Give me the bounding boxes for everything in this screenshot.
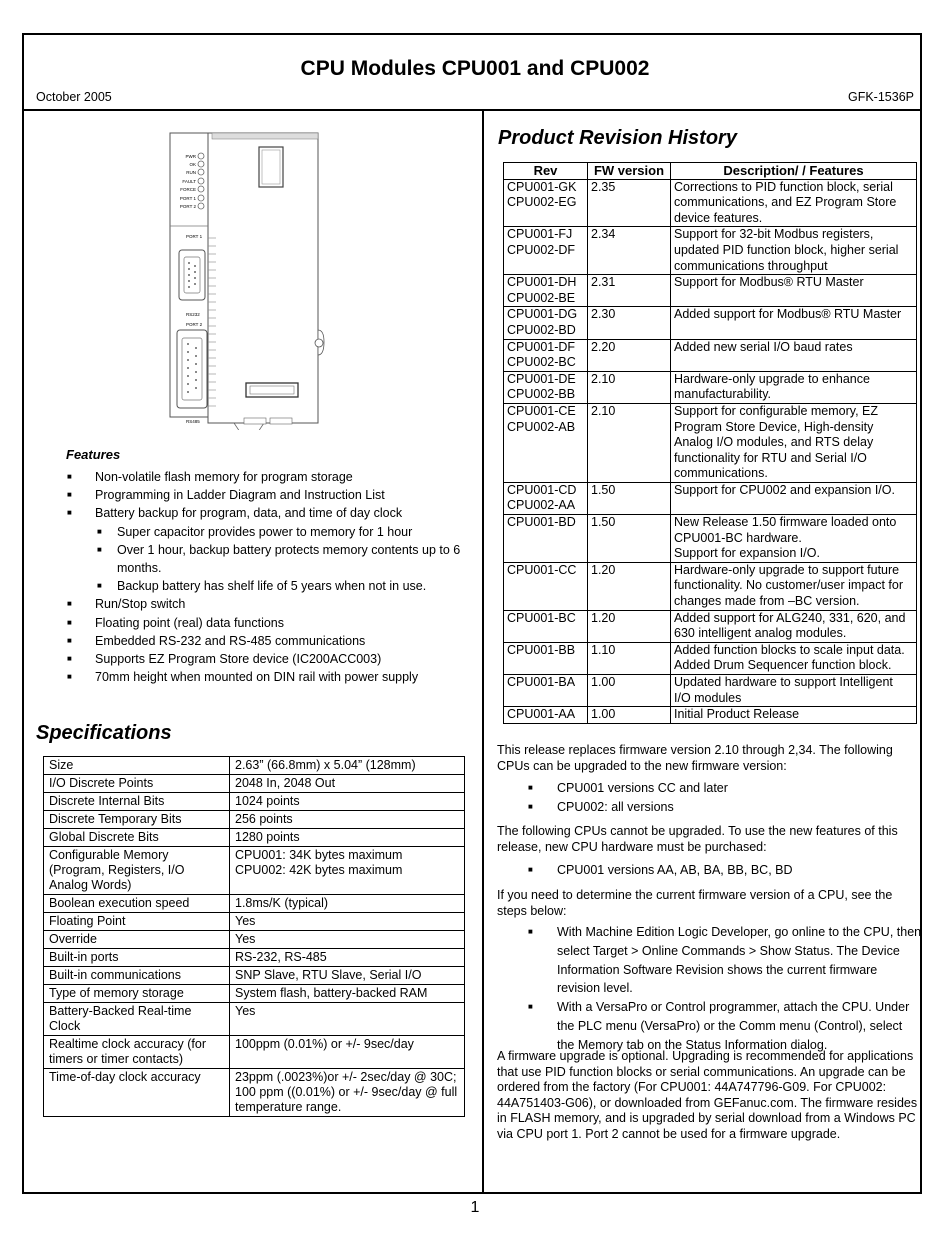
spec-value-cell: 256 points	[230, 811, 465, 829]
led-label: PORT 1	[179, 196, 196, 201]
led-label: PWR	[185, 154, 196, 159]
fw-version-cell: 2.30	[588, 307, 671, 339]
rev-cell: CPU001-AA	[504, 707, 588, 724]
table-row	[44, 949, 465, 967]
table-row	[504, 610, 917, 642]
spec-value-cell: 1024 points	[230, 793, 465, 811]
release-note-paragraph: This release replaces firmware version 2.10 through 2,34. The following CPUs can be upgraded to the new firmware version:	[497, 743, 893, 773]
rev-cell: CPU001-BA	[504, 675, 588, 707]
feature-item: ■ Battery backup for program, data, and time of day clock	[66, 504, 471, 522]
spec-name-cell: Global Discrete Bits	[44, 829, 230, 847]
table-row	[44, 1069, 465, 1117]
table-row	[44, 895, 465, 913]
revision-history-heading: Product Revision History	[498, 127, 737, 149]
fw-version-cell: 2.35	[588, 179, 671, 227]
fw-version-cell: 2.10	[588, 371, 671, 403]
column-header-description: Description/ / Features	[671, 163, 917, 180]
fw-version-cell: 1.50	[588, 515, 671, 563]
fw-version-cell: 1.10	[588, 642, 671, 674]
fw-version-cell: 1.20	[588, 610, 671, 642]
spec-name-cell: Size	[44, 757, 230, 775]
fw-version-cell: 1.00	[588, 675, 671, 707]
table-row	[504, 179, 917, 227]
spec-value-cell: 23ppm (.0023%)or +/- 2sec/day @ 30C; 100 ppm ((0.01%) or +/- 9sec/day @ full temperature range.	[230, 1069, 465, 1117]
table-row	[504, 227, 917, 275]
description-cell: Added new serial I/O baud rates	[671, 339, 917, 371]
table-header-row	[504, 163, 917, 180]
features-heading: Features	[66, 447, 121, 462]
fw-version-cell: 1.50	[588, 482, 671, 514]
description-cell: Initial Product Release	[671, 707, 917, 724]
rev-cell: CPU001-CC	[504, 562, 588, 610]
spec-value-cell: 2.63” (66.8mm) x 5.04” (128mm)	[230, 757, 465, 775]
spec-name-cell: Configurable Memory (Program, Registers, I/O Analog Words)	[44, 847, 230, 895]
spec-value-cell: CPU001: 34K bytes maximum CPU002: 42K bytes maximum	[230, 847, 465, 895]
description-cell: New Release 1.50 firmware loaded onto CPU001-BC hardware. Support for expansion I/O.	[671, 515, 917, 563]
table-row	[504, 339, 917, 371]
table-row	[504, 371, 917, 403]
list-item: ■ CPU001 versions AA, AB, BA, BB, BC, BD	[528, 861, 923, 880]
feature-subitem: ■ Backup battery has shelf life of 5 years when not in use.	[66, 577, 471, 595]
led-label: PORT 2	[179, 204, 196, 209]
rev-cell: CPU001-CD CPU002-AA	[504, 482, 588, 514]
specifications-table	[43, 756, 465, 1117]
fw-version-cell: 1.00	[588, 707, 671, 724]
table-row	[44, 1003, 465, 1036]
fw-version-cell: 2.20	[588, 339, 671, 371]
feature-item: ■ Floating point (real) data functions	[66, 614, 471, 632]
document-number: GFK-1536P	[847, 90, 914, 104]
rev-cell: CPU001-BD	[504, 515, 588, 563]
steps-list	[528, 923, 923, 1055]
spec-name-cell: Built-in ports	[44, 949, 230, 967]
not-upgradable-list	[528, 861, 923, 880]
column-header-rev: Rev	[504, 163, 588, 180]
description-cell: Added support for Modbus® RTU Master	[671, 307, 917, 339]
spec-name-cell: Realtime clock accuracy (for timers or timer contacts)	[44, 1036, 230, 1069]
rs232-label: RS232	[186, 312, 200, 317]
upgradable-list	[528, 779, 923, 817]
step-item: ■ With Machine Edition Logic Developer, go online to the CPU, then select Target > Online Commands > Show Status. The Device Information Software Revision shows the current firmware revision level.	[528, 923, 923, 998]
rev-cell: CPU001-CE CPU002-AB	[504, 403, 588, 482]
port1-label: PORT 1	[186, 234, 203, 239]
fw-version-cell: 2.10	[588, 403, 671, 482]
revision-history-table	[503, 162, 917, 724]
table-row	[44, 775, 465, 793]
feature-item: ■ Programming in Ladder Diagram and Instruction List	[66, 486, 471, 504]
rs485-label: RS485	[186, 419, 200, 424]
rev-cell: CPU001-DH CPU002-BE	[504, 275, 588, 307]
table-row	[44, 1036, 465, 1069]
description-cell: Support for configurable memory, EZ Program Store Device, High-density Analog I/O modules, and RTS delay functionality for RTU and Serial I/O communications.	[671, 403, 917, 482]
description-cell: Hardware-only upgrade to support future functionality. No customer/user impact for changes made from –BC version.	[671, 562, 917, 610]
description-cell: Support for Modbus® RTU Master	[671, 275, 917, 307]
rev-cell: CPU001-GK CPU002-EG	[504, 179, 588, 227]
table-row	[44, 931, 465, 949]
led-label: FORCE	[180, 187, 196, 192]
description-cell: Updated hardware to support Intelligent I/O modules	[671, 675, 917, 707]
table-row	[504, 515, 917, 563]
feature-item: ■ Non-volatile flash memory for program storage	[66, 468, 471, 486]
spec-name-cell: Boolean execution speed	[44, 895, 230, 913]
spec-value-cell: Yes	[230, 931, 465, 949]
upgrade-paragraph: A firmware upgrade is optional. Upgrading is recommended for applications that use PID function blocks or serial communications. An upgrade can be ordered from the factory (For CPU001: 44A747796-G09. For CPU002: 44A751403-G06), or downloaded from GEFanuc.com. The firmware resides in FLASH memory, and is upgraded by serial download from a Windows PC via CPU port 1. Port 2 cannot be used for a firmware upgrade.	[497, 1049, 918, 1141]
header-divider	[24, 109, 920, 111]
spec-value-cell: RS-232, RS-485	[230, 949, 465, 967]
spec-name-cell: Discrete Temporary Bits	[44, 811, 230, 829]
table-row	[504, 403, 917, 482]
spec-name-cell: I/O Discrete Points	[44, 775, 230, 793]
feature-subitem: ■ Over 1 hour, backup battery protects memory contents up to 6 months.	[66, 541, 471, 577]
spec-name-cell: Override	[44, 931, 230, 949]
spec-value-cell: 1.8ms/K (typical)	[230, 895, 465, 913]
spec-value-cell: SNP Slave, RTU Slave, Serial I/O	[230, 967, 465, 985]
fw-version-cell: 2.34	[588, 227, 671, 275]
page-number: 1	[470, 1199, 480, 1216]
fw-version-cell: 2.31	[588, 275, 671, 307]
table-row	[504, 642, 917, 674]
spec-name-cell: Floating Point	[44, 913, 230, 931]
led-label: OK	[189, 162, 196, 167]
spec-value-cell: 100ppm (0.01%) or +/- 9sec/day	[230, 1036, 465, 1069]
led-label: RUN	[186, 170, 196, 175]
spec-name-cell: Type of memory storage	[44, 985, 230, 1003]
table-row	[44, 811, 465, 829]
rev-cell: CPU001-FJ CPU002-DF	[504, 227, 588, 275]
firmware-check-paragraph: If you need to determine the current firmware version of a CPU, see the steps below:	[497, 888, 893, 918]
table-row	[504, 562, 917, 610]
list-item: ■ CPU001 versions CC and later	[528, 779, 923, 798]
features-list	[66, 468, 471, 686]
table-row	[44, 847, 465, 895]
rev-cell: CPU001-DE CPU002-BB	[504, 371, 588, 403]
rev-cell: CPU001-BC	[504, 610, 588, 642]
port2-label: PORT 2	[186, 322, 203, 327]
spec-value-cell: System flash, battery-backed RAM	[230, 985, 465, 1003]
description-cell: Added support for ALG240, 331, 620, and 630 intelligent analog modules.	[671, 610, 917, 642]
rev-cell: CPU001-BB	[504, 642, 588, 674]
table-row	[44, 829, 465, 847]
table-row	[44, 793, 465, 811]
spec-value-cell: 1280 points	[230, 829, 465, 847]
spec-name-cell: Built-in communications	[44, 967, 230, 985]
column-divider	[482, 111, 484, 1193]
table-row	[44, 757, 465, 775]
spec-name-cell: Time-of-day clock accuracy	[44, 1069, 230, 1117]
column-header-fw-version: FW version	[588, 163, 671, 180]
table-row	[504, 307, 917, 339]
feature-item: ■ Supports EZ Program Store device (IC200ACC003)	[66, 650, 471, 668]
table-row	[44, 913, 465, 931]
rev-cell: CPU001-DG CPU002-BD	[504, 307, 588, 339]
table-row	[504, 707, 917, 724]
table-row	[504, 675, 917, 707]
feature-item: ■ 70mm height when mounted on DIN rail with power supply	[66, 668, 471, 686]
list-item: ■ CPU002: all versions	[528, 798, 923, 817]
description-cell: Added function blocks to scale input data. Added Drum Sequencer function block.	[671, 642, 917, 674]
led-label: FAULT	[182, 179, 196, 184]
step-item: ■ With a VersaPro or Control programmer, attach the CPU. Under the PLC menu (VersaPro) or the Comm menu (Control), select the Memory tab on the Status Information dialog.	[528, 998, 923, 1054]
description-cell: Corrections to PID function block, serial communications, and EZ Program Store device features.	[671, 179, 917, 227]
feature-item: ■ Run/Stop switch	[66, 595, 471, 613]
description-cell: Support for CPU002 and expansion I/O.	[671, 482, 917, 514]
table-row	[504, 482, 917, 514]
description-cell: Support for 32-bit Modbus registers, updated PID function block, higher serial communications throughput	[671, 227, 917, 275]
document-date: October 2005	[36, 90, 112, 104]
not-upgradable-paragraph: The following CPUs cannot be upgraded. To use the new features of this release, new CPU hardware must be purchased:	[497, 824, 898, 854]
spec-value-cell: Yes	[230, 1003, 465, 1036]
rev-cell: CPU001-DF CPU002-BC	[504, 339, 588, 371]
spec-name-cell: Battery-Backed Real-time Clock	[44, 1003, 230, 1036]
cpu-module-illustration	[168, 130, 328, 430]
spec-name-cell: Discrete Internal Bits	[44, 793, 230, 811]
page-title: CPU Modules CPU001 and CPU002	[300, 57, 650, 80]
table-row	[504, 275, 917, 307]
description-cell: Hardware-only upgrade to enhance manufacturability.	[671, 371, 917, 403]
fw-version-cell: 1.20	[588, 562, 671, 610]
table-row	[44, 985, 465, 1003]
spec-value-cell: Yes	[230, 913, 465, 931]
feature-subitem: ■ Super capacitor provides power to memory for 1 hour	[66, 523, 471, 541]
specifications-heading: Specifications	[36, 722, 172, 744]
feature-item: ■ Embedded RS-232 and RS-485 communications	[66, 632, 471, 650]
table-row	[44, 967, 465, 985]
spec-value-cell: 2048 In, 2048 Out	[230, 775, 465, 793]
